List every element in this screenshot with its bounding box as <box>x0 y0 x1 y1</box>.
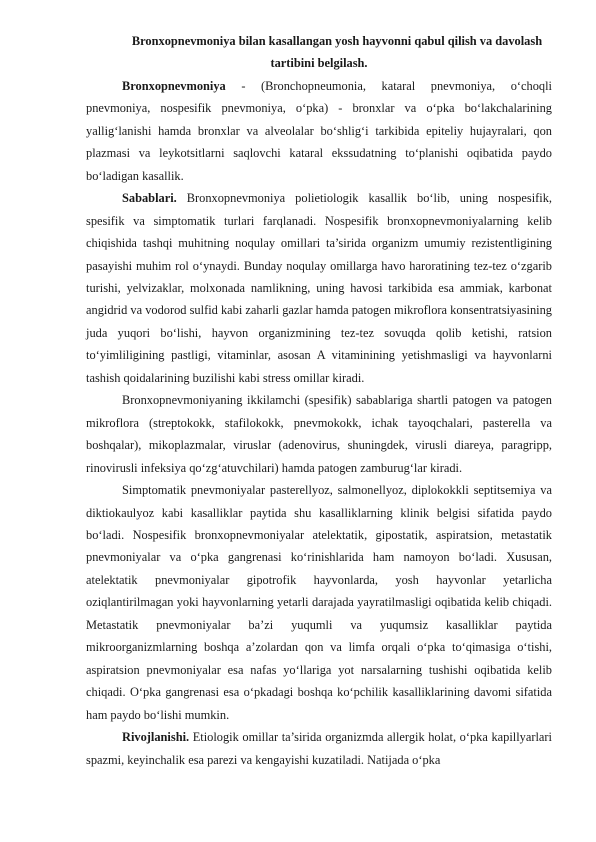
document-title <box>86 30 552 75</box>
title-line-1: Bronxopnevmoniya bilan kasallangan yosh hayvonni qabul qilish va davolash <box>131 34 543 48</box>
paragraph-text: - (Bronchopneumonia, kataral pnevmoniya, o‘choqli pnevmoniya, nospesifik pnevmoniya, o‘pka) - bronxlar va o‘pka bo‘lakchalarining yallig‘lanishi hamda bronxlar va alveolalar bo‘shlig‘i tarkibida epiteliy hujayralari, qon plazmasi va leykotsitlarni saqlovchi kataral ekssudatning to‘planishi oqibatida paydo bo‘ladigan kasallik. <box>86 78 552 183</box>
paragraph-causes <box>86 187 552 389</box>
paragraph-text: Etiologik omillar ta’sirida organizmda allergik holat, o‘pka kapillyarlari spazmi, keyinchalik esa parezi va kengayishi kuzatiladi. Natijada o‘pka <box>86 730 552 767</box>
paragraph-lead: Bronxopnevmoniya <box>122 78 226 93</box>
paragraph-text: Simptomatik pnevmoniyalar pasterellyoz, salmonellyoz, diplokokkli septitsemiya va diktiokaulyoz kabi kasalliklar paytida shu kasalliklarning klinik belgisi sifatida paydo bo‘ladi. Nospesifik bronxopnevmoniyalar atelektatik, gipostatik, aspiratsion, metastatik pnevmoniyalar va o‘pka gangrenasi ko‘rinishlarida ham namoyon bo‘ladi. Xususan, atelektatik pnevmoniyalar gipotrofik hayvonlarda, yosh hayvonlar yetarlicha oziqlantirilmagan yoki hayvonlarning yetarli darajada yayratilmasligi oqibatida kelib chiqadi. Metastatik pnevmoniyalar ba’zi yuqumli va yuqumsiz kasalliklar paytida mikroorganizmlarning boshqa a’zolardan qon va limfa orqali o‘pka to‘qimasiga o‘tishi, aspiratsion pnevmoniyalar esa nafas yo‘llariga yot narsalarning tushishi oqibatida kelib chiqadi. O‘pka gangrenasi esa o‘pkadagi boshqa ko‘pchilik kasalliklarining davomi sifatida ham paydo bo‘lishi mumkin. <box>86 483 552 722</box>
paragraph-lead: Rivojlanishi. <box>122 730 190 745</box>
paragraph-secondary-causes <box>86 389 552 479</box>
paragraph-text: Bronxopnevmoniya polietiologik kasallik bo‘lib, uning nospesifik, spesifik va simptomatik turlari farqlanadi. Nospesifik bronxopnevmoniyalarning kelib chiqishida tashqi muhitning noqulay omillari ta’sirida organizm umumiy rezistentligining pasayishi muhim rol o‘ynaydi. Bunday noqulay omillarga havo haroratining tez-tez o‘zgarib turishi, yelvizaklar, molxonada namlikning, uning havosi tarkibida esa ammiak, karbonat angidrid va vodorod sulfid kabi zaharli gazlar hamda patogen mikroflora konsentratsiyasining juda yuqori bo‘lishi, hayvon organizmining tez-tez sovuqda qolib ketishi, ratsion to‘yimliligining pastligi, vitaminlar, asosan A vitaminining yetishmasligi va hayvonlarni tashish qoidalarining buzilishi kabi stress omillar kiradi. <box>86 191 552 385</box>
paragraph-development <box>86 726 552 771</box>
paragraph-definition <box>86 75 552 187</box>
document-page <box>86 30 552 771</box>
paragraph-text: Bronxopnevmoniyaning ikkilamchi (spesifik) sabablariga shartli patogen va patogen mikroflora (streptokokk, stafilokokk, pnevmokokk, ichak tayoqchalari, pasterella va boshqalar), mikoplazmalar, viruslar (adenovirus, shuningdek, virusli diareya, paragripp, rinovirusli infeksiya qo‘zg‘atuvchilari) hamda patogen zamburug‘lar kiradi. <box>86 393 552 475</box>
paragraph-symptomatic <box>86 479 552 726</box>
title-line-2: tartibini belgilash. <box>270 56 368 71</box>
paragraph-lead: Sabablari. <box>122 191 177 206</box>
